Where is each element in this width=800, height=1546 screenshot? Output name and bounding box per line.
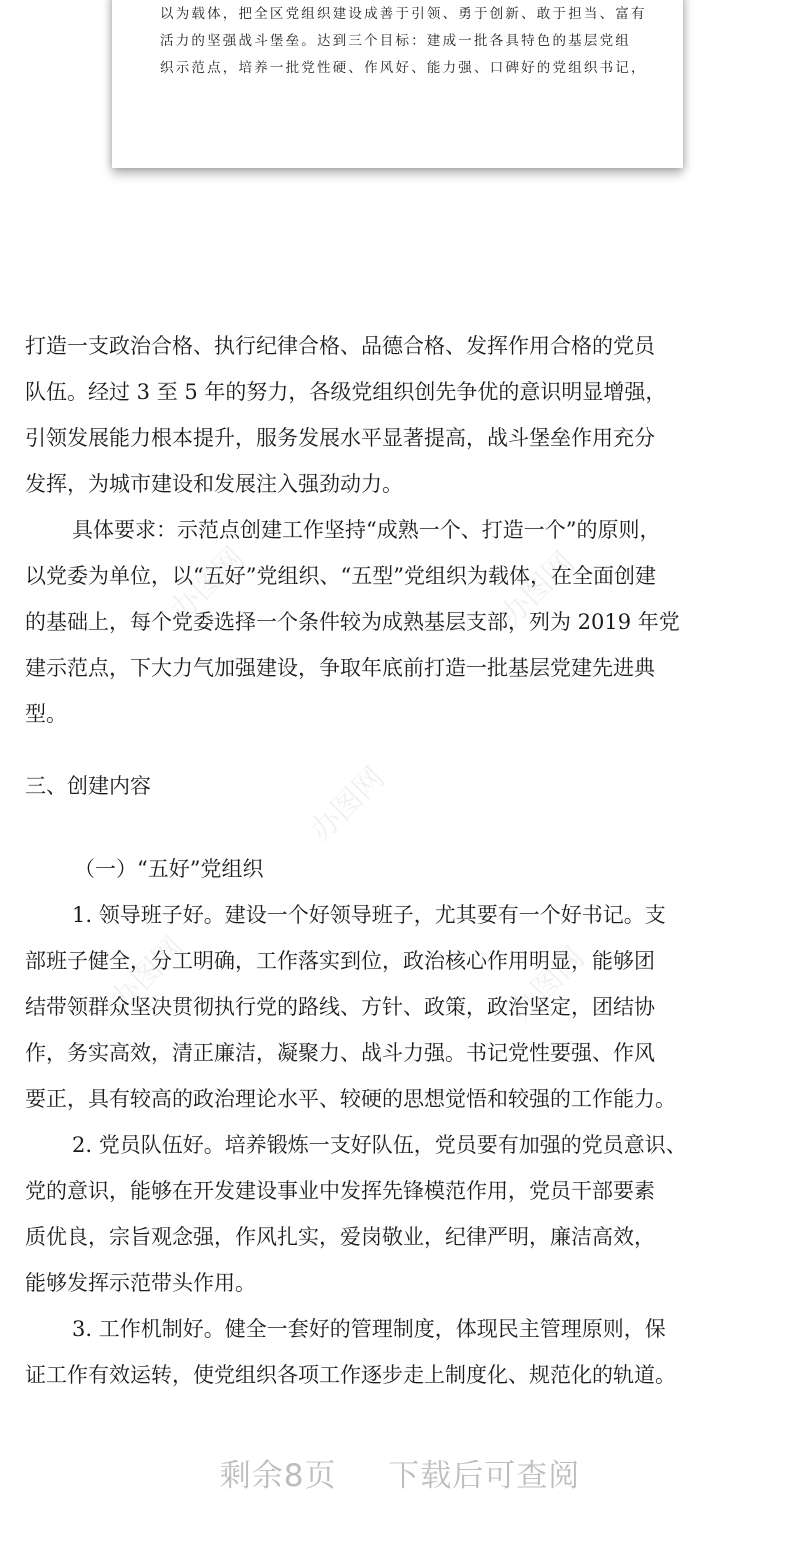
paragraph-line: 型。: [25, 702, 67, 726]
paragraph-line: 建示范点，下大力气加强建设，争取年底前打造一批基层党建先进典: [25, 656, 655, 680]
paragraph-line: 具体要求：示范点创建工作坚持“成熟一个、打造一个”的原则，: [72, 518, 661, 542]
paragraph-line: 打造一支政治合格、执行纪律合格、品德合格、发挥作用合格的党员: [25, 334, 655, 358]
paragraph-line: 部班子健全，分工明确，工作落实到位，政治核心作用明显，能够团: [25, 949, 655, 973]
paragraph-line: 作，务实高效，清正廉洁，凝聚力、战斗力强。书记党性要强、作风: [25, 1041, 655, 1065]
paragraph-line: 引领发展能力根本提升，服务发展水平显著提高，战斗堡垒作用充分: [25, 426, 655, 450]
previous-page-preview: [112, 0, 683, 168]
section-heading: 三、创建内容: [25, 774, 151, 798]
preview-line: 活力的坚强战斗堡垒。达到三个目标：建成一批各具特色的基层党组: [160, 33, 631, 49]
sub-heading: （一）“五好”党组织: [74, 857, 264, 881]
watermark: 办图网: [303, 760, 392, 849]
watermark: 办图网: [163, 540, 252, 629]
paragraph-line: 2. 党员队伍好。培养锻炼一支好队伍，党员要有加强的党员意识、: [72, 1133, 687, 1157]
paragraph-line: 能够发挥示范带头作用。: [25, 1271, 256, 1295]
preview-line: 以为载体，把全区党组织建设成善于引领、勇于创新、敢于担当、富有: [160, 6, 647, 22]
paragraph-line: 1. 领导班子好。建设一个好领导班子，尤其要有一个好书记。支: [72, 903, 666, 927]
paragraph-line: 以党委为单位，以“五好”党组织、“五型”党组织为载体，在全面创建: [25, 564, 656, 588]
watermark: 办图网: [103, 930, 192, 1019]
download-prompt[interactable]: [0, 1450, 800, 1495]
paragraph-line: 质优良，宗旨观念强，作风扎实，爱岗敬业，纪律严明，廉洁高效，: [25, 1225, 655, 1249]
preview-line: 织示范点，培养一批党性硬、作风好、能力强、口碑好的党组织书记，: [160, 60, 647, 76]
download-to-view-label: 下载后可查阅: [388, 1458, 581, 1494]
paragraph-line: 的基础上，每个党委选择一个条件较为成熟基层支部，列为 2019 年党: [25, 610, 680, 634]
paragraph-line: 证工作有效运转，使党组织各项工作逐步走上制度化、规范化的轨道。: [25, 1363, 676, 1387]
paragraph-line: 要正，具有较高的政治理论水平、较硬的思想觉悟和较强的工作能力。: [25, 1087, 676, 1111]
paragraph-line: 发挥，为城市建设和发展注入强劲动力。: [25, 472, 403, 496]
paragraph-line: 结带领群众坚决贯彻执行党的路线、方针、政策，政治坚定，团结协: [25, 995, 655, 1019]
remaining-pages-label: 剩余8页: [219, 1458, 337, 1494]
paragraph-line: 3. 工作机制好。健全一套好的管理制度，体现民主管理原则，保: [72, 1317, 666, 1341]
paragraph-line: 队伍。经过 3 至 5 年的努力，各级党组织创先争优的意识明显增强，: [25, 380, 667, 404]
watermark: 办图网: [503, 940, 592, 1029]
paragraph-line: 党的意识，能够在开发建设事业中发挥先锋模范作用，党员干部要素: [25, 1179, 655, 1203]
watermark: 办图网: [493, 545, 582, 634]
